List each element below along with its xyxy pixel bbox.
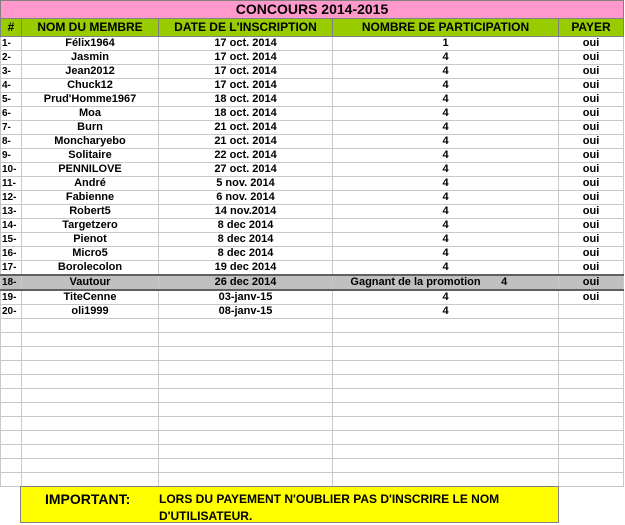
- table-row: [1, 233, 624, 247]
- row-number[interactable]: 5-: [1, 93, 22, 107]
- participation-cell[interactable]: 4: [333, 247, 559, 261]
- row-number[interactable]: 1-: [1, 37, 22, 51]
- participation-cell[interactable]: 4: [333, 177, 559, 191]
- member-name-cell[interactable]: André: [22, 177, 159, 191]
- empty-cell[interactable]: [1, 473, 22, 487]
- paid-cell[interactable]: oui: [559, 149, 624, 163]
- empty-cell[interactable]: [559, 319, 624, 333]
- paid-cell[interactable]: oui: [559, 290, 624, 305]
- empty-cell[interactable]: [22, 445, 159, 459]
- row-number[interactable]: 12-: [1, 191, 22, 205]
- empty-cell[interactable]: [333, 361, 559, 375]
- paid-cell[interactable]: oui: [559, 163, 624, 177]
- table-row: [1, 163, 624, 177]
- empty-cell[interactable]: [1, 459, 22, 473]
- paid-cell[interactable]: oui: [559, 65, 624, 79]
- row-number[interactable]: 13-: [1, 205, 22, 219]
- empty-row: [1, 319, 624, 333]
- participation-cell[interactable]: 4: [333, 51, 559, 65]
- member-name-cell[interactable]: Pienot: [22, 233, 159, 247]
- empty-cell[interactable]: [22, 361, 159, 375]
- empty-cell[interactable]: [159, 403, 333, 417]
- table-row: [1, 305, 624, 319]
- empty-cell[interactable]: [22, 375, 159, 389]
- empty-cell[interactable]: [559, 333, 624, 347]
- empty-cell[interactable]: [559, 417, 624, 431]
- member-name-cell[interactable]: Fabienne: [22, 191, 159, 205]
- table-row: [1, 191, 624, 205]
- registration-date-cell[interactable]: 17 oct. 2014: [159, 79, 333, 93]
- header-date[interactable]: DATE DE L'INSCRIPTION: [159, 19, 333, 37]
- registration-date-cell[interactable]: 19 dec 2014: [159, 261, 333, 276]
- empty-row: [1, 389, 624, 403]
- empty-cell[interactable]: [159, 389, 333, 403]
- member-name-cell[interactable]: Jean2012: [22, 65, 159, 79]
- empty-cell[interactable]: [1, 375, 22, 389]
- empty-cell[interactable]: [559, 375, 624, 389]
- paid-cell[interactable]: oui: [559, 261, 624, 276]
- row-number[interactable]: 17-: [1, 261, 22, 276]
- empty-cell[interactable]: [1, 333, 22, 347]
- participation-cell[interactable]: 4: [333, 205, 559, 219]
- empty-cell[interactable]: [333, 389, 559, 403]
- empty-cell[interactable]: [559, 403, 624, 417]
- table-row: [1, 51, 624, 65]
- paid-cell[interactable]: oui: [559, 205, 624, 219]
- empty-cell[interactable]: [22, 417, 159, 431]
- member-name-cell[interactable]: Targetzero: [22, 219, 159, 233]
- header-member[interactable]: NOM DU MEMBRE: [22, 19, 159, 37]
- empty-cell[interactable]: [1, 361, 22, 375]
- participation-cell[interactable]: 4: [333, 261, 559, 276]
- table-row: [1, 290, 624, 305]
- table-row: [1, 121, 624, 135]
- empty-cell[interactable]: [1, 403, 22, 417]
- empty-cell[interactable]: [559, 347, 624, 361]
- important-label[interactable]: IMPORTANT:: [45, 491, 131, 507]
- participation-cell[interactable]: 4: [333, 107, 559, 121]
- member-name-cell[interactable]: Micro5: [22, 247, 159, 261]
- empty-cell[interactable]: [1, 347, 22, 361]
- empty-row: [1, 473, 624, 487]
- empty-cell[interactable]: [159, 333, 333, 347]
- row-number[interactable]: 18-: [1, 275, 22, 290]
- empty-row: [1, 347, 624, 361]
- table-row: [1, 107, 624, 121]
- empty-cell[interactable]: [22, 389, 159, 403]
- registration-date-cell[interactable]: 8 dec 2014: [159, 219, 333, 233]
- paid-cell[interactable]: oui: [559, 247, 624, 261]
- paid-cell[interactable]: oui: [559, 135, 624, 149]
- empty-cell[interactable]: [22, 403, 159, 417]
- member-name-cell[interactable]: Jasmin: [22, 51, 159, 65]
- empty-cell[interactable]: [333, 473, 559, 487]
- important-text[interactable]: LORS DU PAYEMENT N'OUBLIER PAS D'INSCRIRE LE NOM D'UTILISATEUR.: [159, 492, 500, 523]
- empty-cell[interactable]: [333, 319, 559, 333]
- participation-cell[interactable]: 4: [333, 163, 559, 177]
- empty-cell[interactable]: [159, 417, 333, 431]
- registration-date-cell[interactable]: 5 nov. 2014: [159, 177, 333, 191]
- row-number[interactable]: 14-: [1, 219, 22, 233]
- empty-cell[interactable]: [22, 431, 159, 445]
- paid-cell[interactable]: oui: [559, 275, 624, 290]
- paid-cell[interactable]: oui: [559, 191, 624, 205]
- paid-cell[interactable]: oui: [559, 93, 624, 107]
- empty-cell[interactable]: [559, 361, 624, 375]
- registration-date-cell[interactable]: 22 oct. 2014: [159, 149, 333, 163]
- participation-cell[interactable]: 4: [333, 233, 559, 247]
- empty-cell[interactable]: [1, 417, 22, 431]
- title-row: [1, 1, 624, 19]
- member-name-cell[interactable]: Moncharyebo: [22, 135, 159, 149]
- member-name-cell[interactable]: Burn: [22, 121, 159, 135]
- empty-row: [1, 445, 624, 459]
- empty-cell[interactable]: [159, 361, 333, 375]
- empty-cell[interactable]: [22, 459, 159, 473]
- registration-date-cell[interactable]: 17 oct. 2014: [159, 51, 333, 65]
- registration-date-cell[interactable]: 21 oct. 2014: [159, 121, 333, 135]
- paid-cell[interactable]: oui: [559, 233, 624, 247]
- registration-date-cell[interactable]: 03-janv-15: [159, 290, 333, 305]
- empty-cell[interactable]: [159, 459, 333, 473]
- empty-cell[interactable]: [159, 375, 333, 389]
- header-num[interactable]: #: [1, 19, 22, 37]
- registration-date-cell[interactable]: 8 dec 2014: [159, 247, 333, 261]
- table-row: [1, 261, 624, 276]
- header-row: [1, 19, 624, 37]
- empty-cell[interactable]: [1, 445, 22, 459]
- row-number[interactable]: 16-: [1, 247, 22, 261]
- participation-cell[interactable]: 4: [333, 191, 559, 205]
- empty-cell[interactable]: [333, 417, 559, 431]
- paid-cell[interactable]: [559, 305, 624, 319]
- member-name-cell[interactable]: Borolecolon: [22, 261, 159, 276]
- empty-cell[interactable]: [159, 445, 333, 459]
- empty-cell[interactable]: [333, 459, 559, 473]
- empty-cell[interactable]: [159, 473, 333, 487]
- empty-cell[interactable]: [159, 319, 333, 333]
- empty-row: [1, 361, 624, 375]
- empty-cell[interactable]: [333, 403, 559, 417]
- empty-cell[interactable]: [559, 431, 624, 445]
- empty-cell[interactable]: [22, 319, 159, 333]
- empty-cell[interactable]: [333, 431, 559, 445]
- empty-cell[interactable]: [22, 333, 159, 347]
- sheet-title[interactable]: CONCOURS 2014-2015: [1, 1, 624, 19]
- paid-cell[interactable]: oui: [559, 121, 624, 135]
- participation-cell[interactable]: 4: [333, 219, 559, 233]
- paid-cell[interactable]: oui: [559, 219, 624, 233]
- winner-note: Gagnant de la promotion: [350, 276, 481, 288]
- important-note: [20, 486, 559, 523]
- empty-cell[interactable]: [1, 319, 22, 333]
- paid-cell[interactable]: oui: [559, 79, 624, 93]
- table-row: [1, 275, 624, 290]
- participation-cell[interactable]: 4: [333, 79, 559, 93]
- participation-cell[interactable]: 4: [333, 149, 559, 163]
- participation-cell[interactable]: 4: [333, 135, 559, 149]
- participation-count: 4: [501, 276, 508, 288]
- empty-cell[interactable]: [333, 333, 559, 347]
- table-row: [1, 205, 624, 219]
- member-name-cell[interactable]: Vautour: [22, 275, 159, 290]
- empty-cell[interactable]: [559, 389, 624, 403]
- empty-row: [1, 403, 624, 417]
- table-row: [1, 135, 624, 149]
- empty-cell[interactable]: [22, 473, 159, 487]
- participation-cell[interactable]: 4: [333, 93, 559, 107]
- registration-date-cell[interactable]: 18 oct. 2014: [159, 93, 333, 107]
- empty-row: [1, 417, 624, 431]
- header-paid[interactable]: PAYER: [559, 19, 624, 37]
- row-number[interactable]: 7-: [1, 121, 22, 135]
- registration-date-cell[interactable]: 18 oct. 2014: [159, 107, 333, 121]
- row-number[interactable]: 6-: [1, 107, 22, 121]
- empty-cell[interactable]: [1, 431, 22, 445]
- registration-date-cell[interactable]: 8 dec 2014: [159, 233, 333, 247]
- empty-row: [1, 459, 624, 473]
- table-row: [1, 79, 624, 93]
- empty-cell[interactable]: [333, 375, 559, 389]
- empty-cell[interactable]: [159, 347, 333, 361]
- empty-cell[interactable]: [159, 431, 333, 445]
- member-name-cell[interactable]: Solitaire: [22, 149, 159, 163]
- member-name-cell[interactable]: Robert5: [22, 205, 159, 219]
- table-row: [1, 177, 624, 191]
- row-number[interactable]: 3-: [1, 65, 22, 79]
- member-name-cell[interactable]: Chuck12: [22, 79, 159, 93]
- participation-cell[interactable]: 4: [333, 65, 559, 79]
- table-row: [1, 65, 624, 79]
- row-number[interactable]: 9-: [1, 149, 22, 163]
- row-number[interactable]: 19-: [1, 290, 22, 305]
- empty-cell[interactable]: [559, 473, 624, 487]
- table-row: [1, 247, 624, 261]
- empty-row: [1, 431, 624, 445]
- member-name-cell[interactable]: PENNILOVE: [22, 163, 159, 177]
- empty-cell[interactable]: [333, 347, 559, 361]
- participation-cell[interactable]: 4: [333, 121, 559, 135]
- empty-row: [1, 333, 624, 347]
- registration-date-cell[interactable]: 26 dec 2014: [159, 275, 333, 290]
- member-name-cell[interactable]: Prud'Homme1967: [22, 93, 159, 107]
- participation-cell[interactable]: 4: [333, 290, 559, 305]
- registration-date-cell[interactable]: 17 oct. 2014: [159, 37, 333, 51]
- empty-cell[interactable]: [559, 459, 624, 473]
- row-number[interactable]: 11-: [1, 177, 22, 191]
- row-number[interactable]: 2-: [1, 51, 22, 65]
- member-name-cell[interactable]: Moa: [22, 107, 159, 121]
- row-number[interactable]: 8-: [1, 135, 22, 149]
- empty-cell[interactable]: [559, 445, 624, 459]
- paid-cell[interactable]: oui: [559, 177, 624, 191]
- registration-date-cell[interactable]: 08-janv-15: [159, 305, 333, 319]
- member-name-cell[interactable]: Félix1964: [22, 37, 159, 51]
- paid-cell[interactable]: oui: [559, 51, 624, 65]
- table-row: [1, 37, 624, 51]
- participation-cell[interactable]: 4: [333, 305, 559, 319]
- member-name-cell[interactable]: oli1999: [22, 305, 159, 319]
- participation-cell[interactable]: 1: [333, 37, 559, 51]
- registration-date-cell[interactable]: 14 nov.2014: [159, 205, 333, 219]
- registration-date-cell[interactable]: 17 oct. 2014: [159, 65, 333, 79]
- empty-cell[interactable]: [22, 347, 159, 361]
- table-row: [1, 93, 624, 107]
- table-row: [1, 149, 624, 163]
- member-name-cell[interactable]: TiteCenne: [22, 290, 159, 305]
- row-number[interactable]: 15-: [1, 233, 22, 247]
- row-number[interactable]: 4-: [1, 79, 22, 93]
- empty-cell[interactable]: [333, 445, 559, 459]
- participation-cell[interactable]: [333, 275, 559, 290]
- header-participation[interactable]: NOMBRE DE PARTICIPATION: [333, 19, 559, 37]
- empty-row: [1, 375, 624, 389]
- row-number[interactable]: 20-: [1, 305, 22, 319]
- table-row: [1, 219, 624, 233]
- empty-cell[interactable]: [1, 389, 22, 403]
- registration-date-cell[interactable]: 27 oct. 2014: [159, 163, 333, 177]
- paid-cell[interactable]: oui: [559, 37, 624, 51]
- registration-date-cell[interactable]: 21 oct. 2014: [159, 135, 333, 149]
- registration-date-cell[interactable]: 6 nov. 2014: [159, 191, 333, 205]
- row-number[interactable]: 10-: [1, 163, 22, 177]
- paid-cell[interactable]: oui: [559, 107, 624, 121]
